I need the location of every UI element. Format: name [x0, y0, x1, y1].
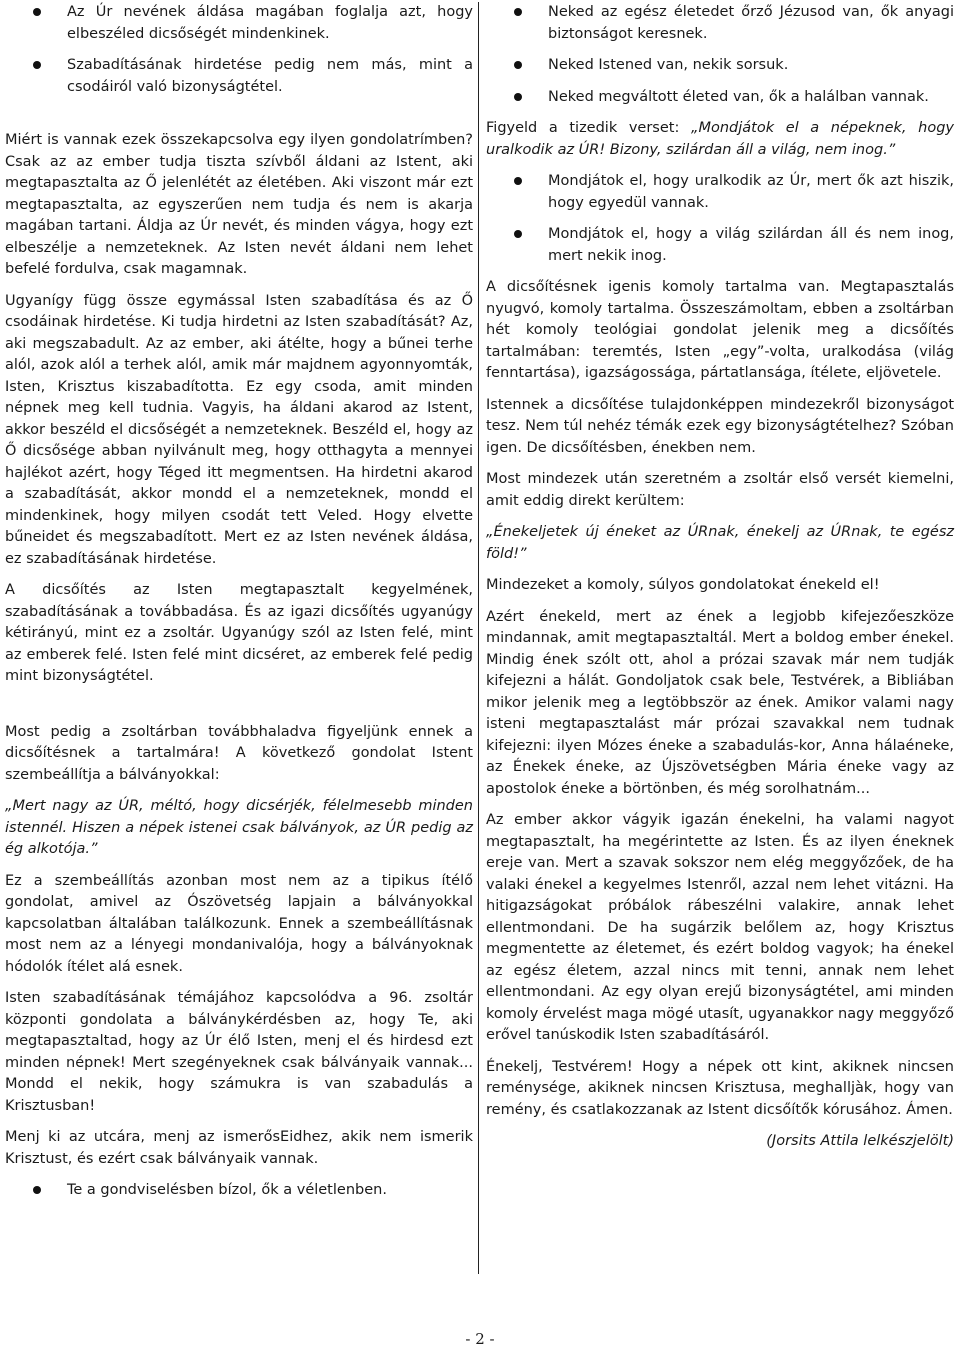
signature: (Jorsits Attila lelkészjelölt)	[766, 1133, 954, 1149]
bible-quote: „Énekeljetek új éneket az ÚRnak, énekelj az ÚRnak, te egész föld!”	[486, 524, 954, 562]
bullet-icon	[514, 230, 522, 238]
bullet-icon	[33, 1186, 41, 1194]
bullet-icon	[514, 177, 522, 185]
paragraph: Most pedig a zsoltárban továbbhaladva figyeljünk ennek a dicsőítésnek a tartalmára! A következő gondolat Istent szembeállítja a bálványokkal:	[5, 723, 473, 783]
list-item: Szabadításának hirdetése pedig nem más, mint a csodáiról való bizonyságtétel.	[5, 55, 473, 98]
paragraph: Miért is vannak ezek összekapcsolva egy ilyen gondolatrímben? Csak az az ember tudja tiszta szívből áldani az Istent, aki megtapasztalta az Ő jelenlétét az életében. Aki viszont már ezt megtapasztalta, az egyszerűen nem tudja és nem is akarja magában tartani. Áldja az Úr nevét, és minden vágya, hogy ezt elbeszélje a nemzeteknek. Az Isten nevét áldani nem lehet befelé fordulva, csak magamnak.	[5, 132, 473, 277]
list-item: Az Úr nevének áldása magában foglalja azt, hogy elbeszéled dicsőségét mindenkinek.	[5, 2, 473, 45]
bullet-icon	[33, 8, 41, 16]
paragraph: Az ember akkor vágyik igazán énekelni, ha valami nagyot megtapasztalt, ha megérintette az Isten. És az ilyen éneknek ereje van. Mert a szavak sokszor nem elég meggyőzőek, de ha valaki énekel a kegyelmes Istenről, azzal nem lehet vitázni. Ha hitigazságokat próbálok rábeszélni valakire, annak lehet ellentmondani. De ha sugárzik belőlem az, hogy Krisztus megmentette az életemet, és ezért boldog vagyok; ha énekel az egész életem, azzal nincs mit tenni, annak nem lehet ellentmondani. Az egy olyan erejű bizonyságtétel, ami minden komoly érvelést maga mögé utasít, ugyanakkor nagy meggyőző erővel tanúskodik Isten szabadításáról.	[486, 812, 954, 1043]
paragraph: Énekelj, Testvérem! Hogy a népek ott kint, akiknek nincsen reménysége, akiknek nincsen Krisztusa, meghalljàk, hogy van remény, és csatlakozzanak az Istent dicsőítők kórusához. Ámen.	[486, 1058, 954, 1118]
bullet-list-mid-right	[486, 171, 954, 267]
bullet-icon	[514, 61, 522, 69]
list-item: Neked az egész életedet őrző Jézusod van, ők anyagi biztonságot keresnek.	[486, 2, 954, 45]
list-item: Te a gondviselésben bízol, ők a véletlenben.	[5, 1180, 473, 1202]
right-column	[486, 2, 954, 1163]
paragraph: Menj ki az utcára, menj az ismerősEidhez, akik nem ismerik Krisztust, és ezért csak bálványaik vannak.	[5, 1129, 473, 1167]
paragraph: Figyeld a tizedik verset: „Mondjátok el a népeknek, hogy uralkodik az ÚR! Bizony, szilárdan áll a világ, nem inog.”	[486, 120, 954, 158]
paragraph: Isten szabadításának témájához kapcsolódva a 96. zsoltár központi gondolata a bálványkérdésben az, hogy Te, aki megtapasztaltad, hogy az Úr élő Isten, menj el és hirdesd ezt minden népnek! Mert szegényeknek csak bálványaik vannak... Mondd el nekik, hogy számukra is van szabadulás a Krisztusban!	[5, 990, 473, 1114]
bullet-list-top-right	[486, 2, 954, 108]
left-column	[5, 2, 473, 1212]
bullet-icon	[33, 61, 41, 69]
paragraph: Ez a szembeállítás azonban most nem az a tipikus ítélő gondolat, amivel az Ószövetség lapjain a bálványokkal kapcsolatban általában találkozunk. Ennek a szembeállításnak most nem az a lényegi mondanivalója, hogy a bálványoknak hódolók ítélet alá esnek.	[5, 872, 473, 975]
page-number: - 2 -	[465, 1330, 495, 1348]
bullet-list-top-left	[5, 2, 473, 98]
column-divider	[478, 2, 479, 1274]
paragraph: Mindezeket a komoly, súlyos gondolatokat énekeld el!	[486, 577, 880, 593]
paragraph: Azért énekeld, mert az ének a legjobb kifejezőeszköze mindannak, amit megtapasztaltál. Mert a boldog ember énekel. Mindig ének szólt ott, ahol a prózai szavak már nem tudják kifejezni a hálát. Gondoljatok csak bele, Testvérek, a Bibliában mikor jelenik meg a legtöbbször az ének. Amikor valami nagy isteni megtapasztalást már prózai szavakkal nem tudnak kifejezni: ilyen Mózes éneke a szabadulás-kor, Anna hálaéneke, az Énekek éneke, az Újszövetségben Mária éneke vagy az apostolok éneke a börtönben, és még sorolhatnám...	[486, 608, 954, 797]
paragraph: A dicsőítésnek igenis komoly tartalma van. Megtapasztalás nyugvó, komoly tartalma. Összeszámoltam, ebben a zsoltárban hét komoly teológiai gondolat jelenik meg a dicsőítés tartalmában: teremtés, Isten „egy”-volta, uralkodása (világ fenntartása), igazságossága, pártatlansága, ítélete, eljövetele.	[486, 279, 954, 381]
paragraph: Istennek a dicsőítése tulajdonképpen mindezekről bizonyságot tesz. Nem túl nehéz témák ezek egy bizonyságtételhez? Szóban igen. De dicsőítésben, énekben nem.	[486, 396, 954, 456]
list-item: Neked megváltott életed van, ők a halálban vannak.	[486, 87, 954, 109]
bible-quote: „Mondjátok el a népeknek, hogy uralkodik az ÚR! Bizony, szilárdan áll a világ, nem inog.”	[486, 120, 954, 158]
list-item: Mondjátok el, hogy uralkodik az Úr, mert ők azt hiszik, hogy egyedül vannak.	[486, 171, 954, 214]
paragraph: A dicsőítés az Isten megtapasztalt kegyelmének, szabadításának a továbbadása. És az igazi dicsőítés ugyanúgy kétirányú, mint ez a zsoltár. Ugyanúgy szól az Isten felé, mint az emberek felé. Isten felé mint dicséret, az emberek felé pedig mint bizonyságtétel.	[5, 582, 473, 684]
bullet-icon	[514, 93, 522, 101]
list-item: Mondjátok el, hogy a világ szilárdan áll és nem inog, mert nekik inog.	[486, 224, 954, 267]
paragraph: Most mindezek után szeretném a zsoltár első versét kiemelni, amit eddig direkt kerültem:	[486, 471, 954, 509]
bible-quote: „Mert nagy az ÚR, méltó, hogy dicsérjék, félelmesebb minden istennél. Hiszen a népek istenei csak bálványok, az ÚR pedig az ég alkotója.”	[5, 798, 473, 857]
list-item: Neked Istened van, nekik sorsuk.	[486, 55, 954, 77]
bullet-list-bottom-left	[5, 1180, 473, 1202]
paragraph: Ugyanígy függ össze egymással Isten szabadítása és az Ő csodáinak hirdetése. Ki tudja hirdetni az Isten szabadítását? Az, aki megszabadult. Az az ember, aki átélte, hogy a bűnei terhe alól, azok alól a terhek alól, amik már majdnem agyonnyomták, Isten, Krisztus kiszabadította. Ez egy csoda, amit minden népnek meg kell tudnia. Vagyis, ha áldani akarod az Istent, akkor beszéld el dicsőségét a nemzeteknek. Beszéld el, hogy az Ő dicsősége abban nyilvánult meg, hogy otthagyta a mennyei hajlékot azért, hogy Téged itt megmentsen. Ha hirdetni akarod a szabadítását, akkor mondd el a nemzeteknek, mondd el mindenkinek, hogy milyen csodát tett Veled. Hogy elvette bűneidet és megszabadított. Mert ez az Isten nevének áldása, ez szabadításának hirdetése.	[5, 292, 473, 567]
bullet-icon	[514, 8, 522, 16]
